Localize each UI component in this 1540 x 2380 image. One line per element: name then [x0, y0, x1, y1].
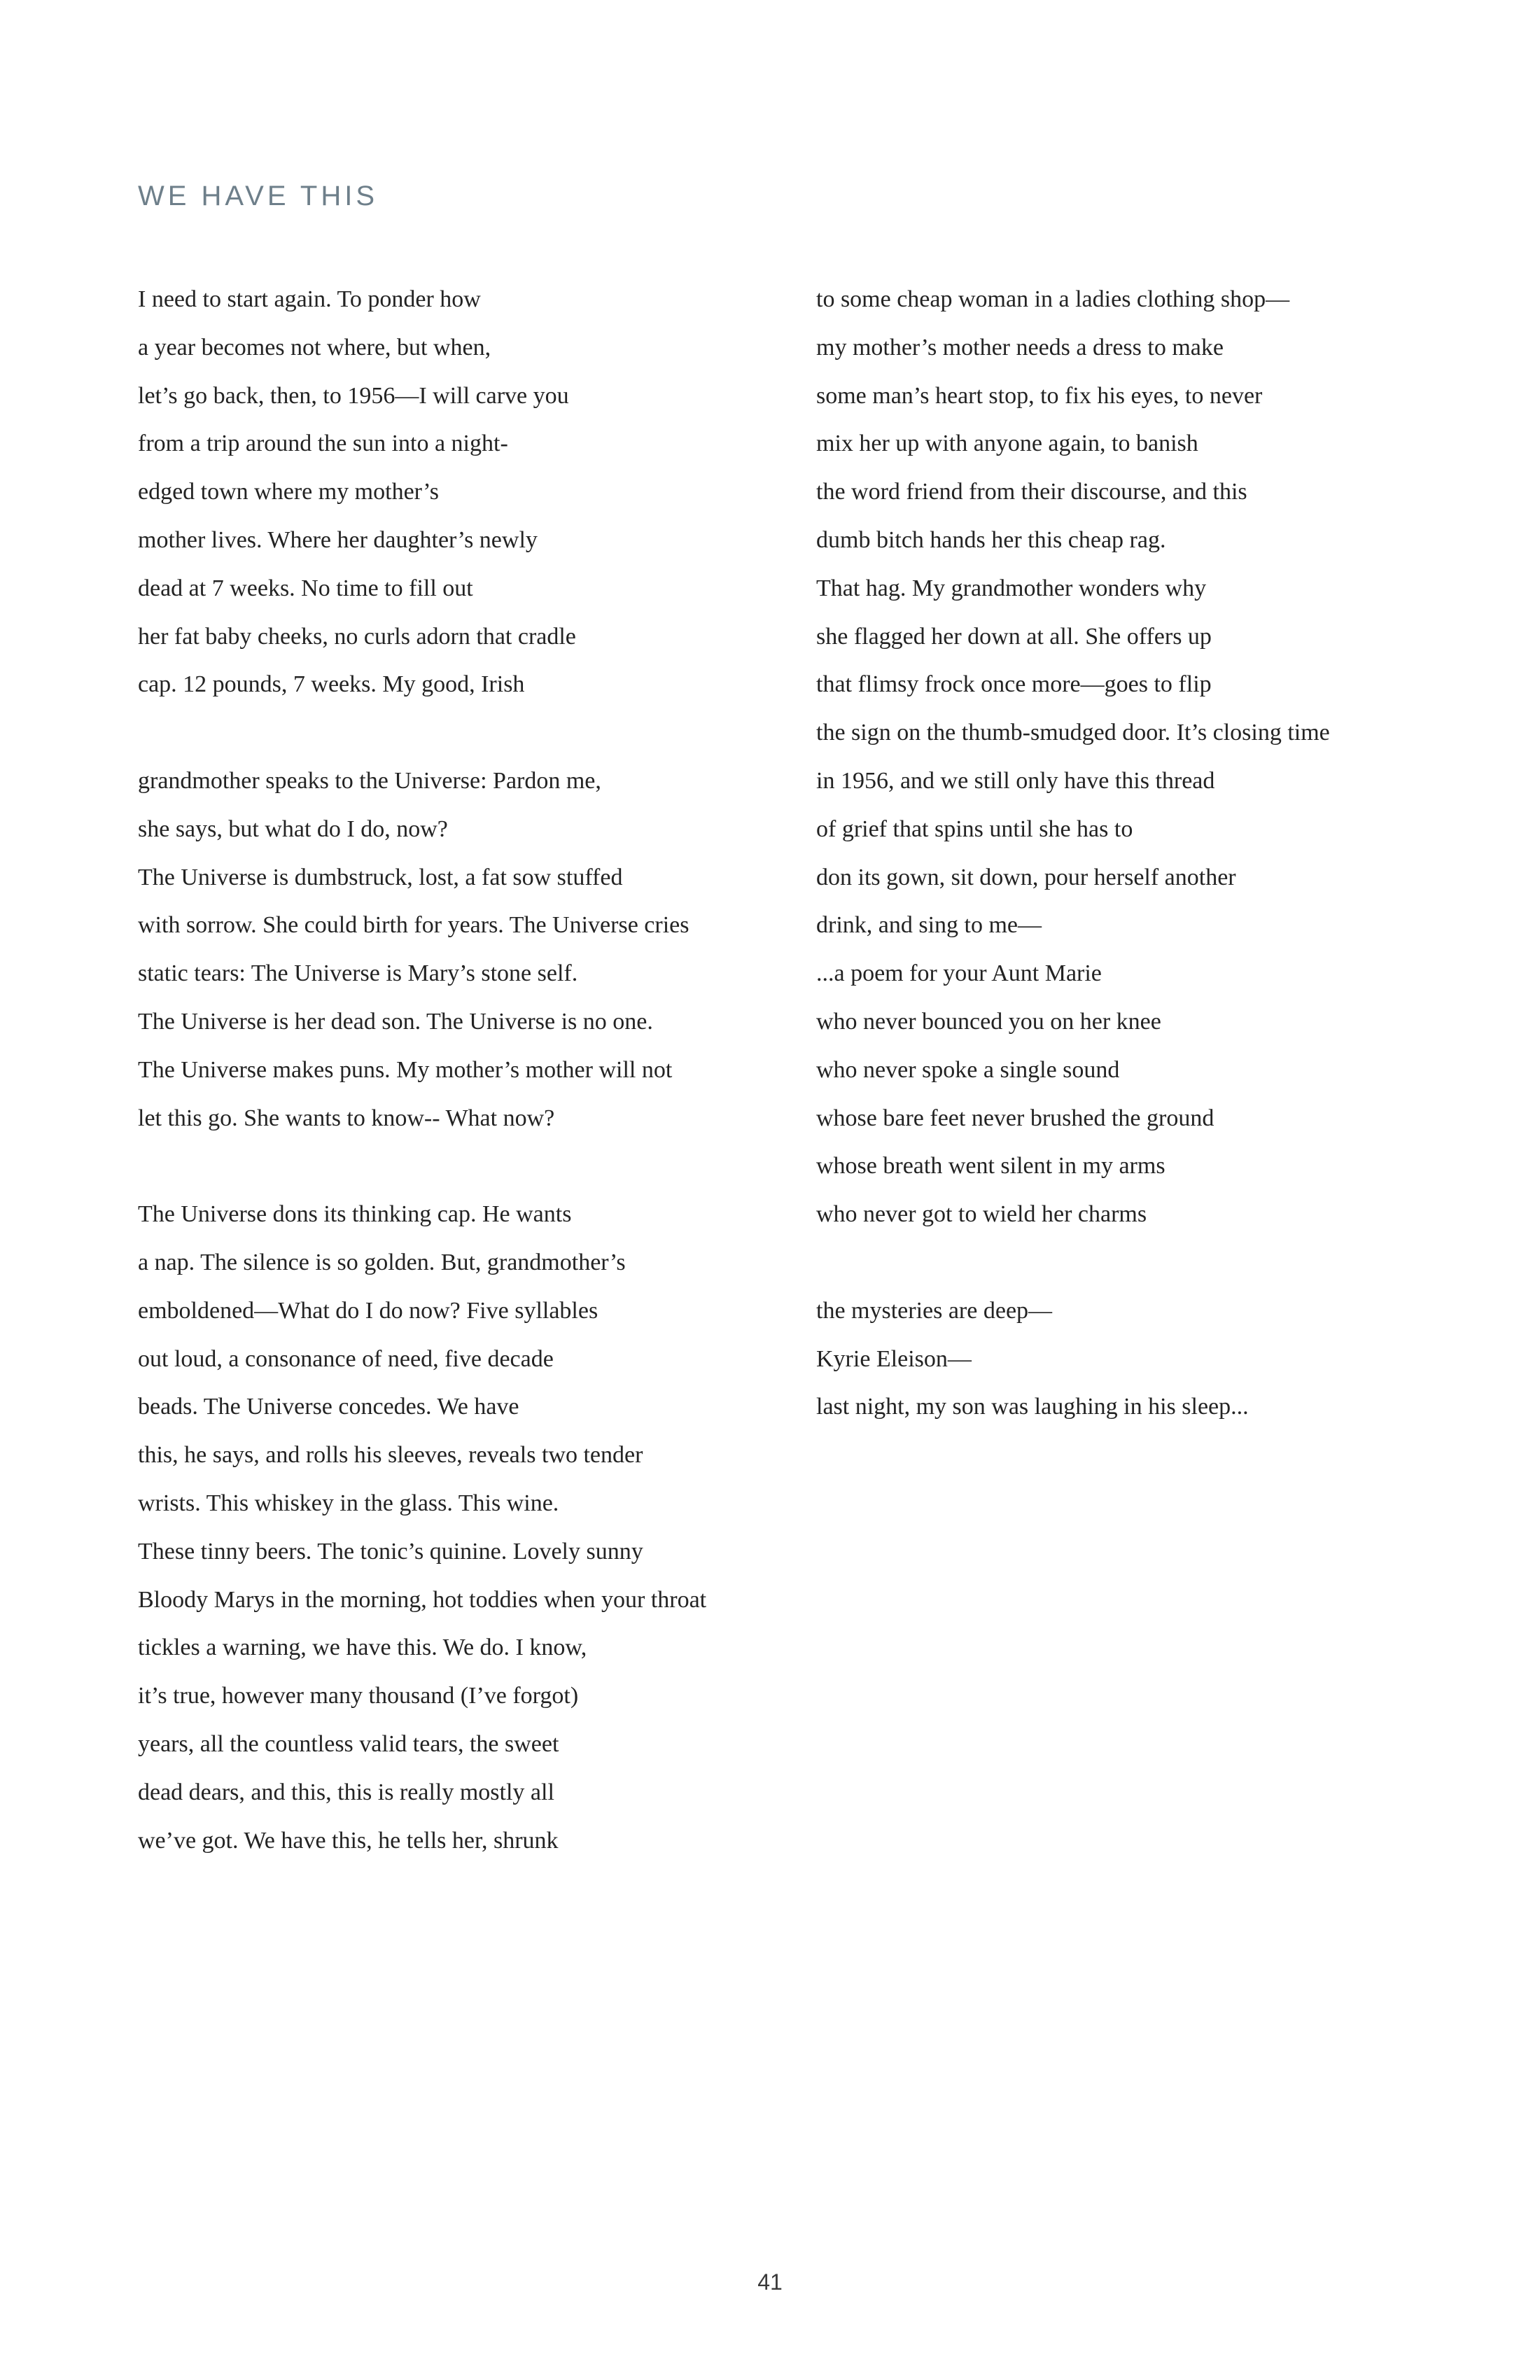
poem-line: she says, but what do I do, now? [138, 816, 448, 842]
stanza-break [816, 1246, 1516, 1294]
poem-line: with sorrow. She could birth for years. The Universe cries [138, 912, 690, 939]
poem-line: of grief that spins until she has to [816, 816, 1133, 842]
poem-line: cap. 12 pounds, 7 weeks. My good, Irish [138, 671, 525, 698]
poem-line: in 1956, and we still only have this thread [816, 767, 1215, 794]
poem-line: a year becomes not where, but when, [138, 334, 491, 360]
stanza [138, 764, 810, 1149]
page-number: 41 [757, 2269, 783, 2295]
poem-line: don its gown, sit down, pour herself another [816, 864, 1236, 890]
poem-line: from a trip around the sun into a night- [138, 430, 508, 457]
poem-line: her fat baby cheeks, no curls adorn that cradle [138, 623, 576, 650]
stanza [138, 283, 810, 716]
stanza [816, 283, 1516, 1246]
poem-line: a nap. The silence is so golden. But, grandmother’s [138, 1249, 626, 1275]
poem-line: The Universe dons its thinking cap. He wants [138, 1201, 572, 1228]
poem-line: dead dears, and this, this is really mostly all [138, 1779, 554, 1805]
poem-line: edged town where my mother’s [138, 479, 439, 505]
poem-line: Kyrie Eleison— [816, 1345, 972, 1372]
poem-line: who never bounced you on her knee [816, 1008, 1161, 1035]
poem-line: that flimsy frock once more—goes to flip [816, 671, 1212, 698]
poem-line: the sign on the thumb-smudged door. It’s closing time [816, 720, 1330, 746]
poem-line: Bloody Marys in the morning, hot toddies when your throat [138, 1586, 707, 1613]
poem-line: this, he says, and rolls his sleeves, reveals two tender [138, 1442, 643, 1469]
poem-line: some man’s heart stop, to fix his eyes, to never [816, 382, 1263, 409]
poem-line: whose breath went silent in my arms [816, 1153, 1166, 1180]
stanza [816, 1294, 1516, 1438]
stanza [138, 1198, 810, 1872]
poem-line: whose bare feet never brushed the ground [816, 1105, 1214, 1131]
poem-line: dumb bitch hands her this cheap rag. [816, 526, 1166, 553]
poem-line: These tinny beers. The tonic’s quinine. Lovely sunny [138, 1538, 643, 1564]
poem-line: mother lives. Where her daughter’s newly [138, 526, 538, 553]
poem-line: emboldened—What do I do now? Five syllables [138, 1297, 598, 1324]
poem-line: grandmother speaks to the Universe: Pardon me, [138, 767, 601, 794]
poem-line: static tears: The Universe is Mary’s stone self. [138, 960, 578, 987]
poem-line: ...a poem for your Aunt Marie [816, 960, 1102, 987]
poem-line: dead at 7 weeks. No time to fill out [138, 575, 473, 601]
poem-line: The Universe makes puns. My mother’s mother will not [138, 1056, 673, 1083]
poem-line: beads. The Universe concedes. We have [138, 1394, 519, 1420]
stanza-break [138, 1149, 810, 1198]
poem-line: tickles a warning, we have this. We do. I know, [138, 1634, 587, 1661]
poem-line: we’ve got. We have this, he tells her, shrunk [138, 1827, 559, 1854]
poem-line: the word friend from their discourse, and this [816, 479, 1247, 505]
poem-line: who never got to wield her charms [816, 1201, 1147, 1228]
poem-line: out loud, a consonance of need, five decade [138, 1345, 554, 1372]
poem-line: let this go. She wants to know-- What now? [138, 1105, 555, 1131]
poem-line: she flagged her down at all. She offers up [816, 623, 1212, 650]
poem-line: The Universe is her dead son. The Universe is no one. [138, 1008, 653, 1035]
poem-title: WE HAVE THIS [138, 181, 379, 211]
poem-line: That hag. My grandmother wonders why [816, 575, 1207, 601]
poem-line: The Universe is dumbstruck, lost, a fat sow stuffed [138, 864, 623, 890]
poem-line: my mother’s mother needs a dress to make [816, 334, 1224, 360]
poem-line: to some cheap woman in a ladies clothing shop— [816, 286, 1290, 312]
poem-line: years, all the countless valid tears, the sweet [138, 1730, 559, 1757]
poem-line: I need to start again. To ponder how [138, 286, 481, 312]
poem-line: last night, my son was laughing in his sleep... [816, 1394, 1249, 1420]
poem-line: who never spoke a single sound [816, 1056, 1120, 1083]
poem-right-column [816, 283, 1516, 1438]
poem-line: let’s go back, then, to 1956—I will carve you [138, 382, 569, 409]
poem-line: it’s true, however many thousand (I’ve forgot) [138, 1683, 579, 1709]
poem-line: mix her up with anyone again, to banish [816, 430, 1198, 457]
poem-left-column [138, 283, 810, 1872]
stanza-break [138, 716, 810, 764]
poem-line: wrists. This whiskey in the glass. This wine. [138, 1490, 559, 1516]
poem-line: the mysteries are deep— [816, 1297, 1053, 1324]
poem-line: drink, and sing to me— [816, 912, 1042, 939]
